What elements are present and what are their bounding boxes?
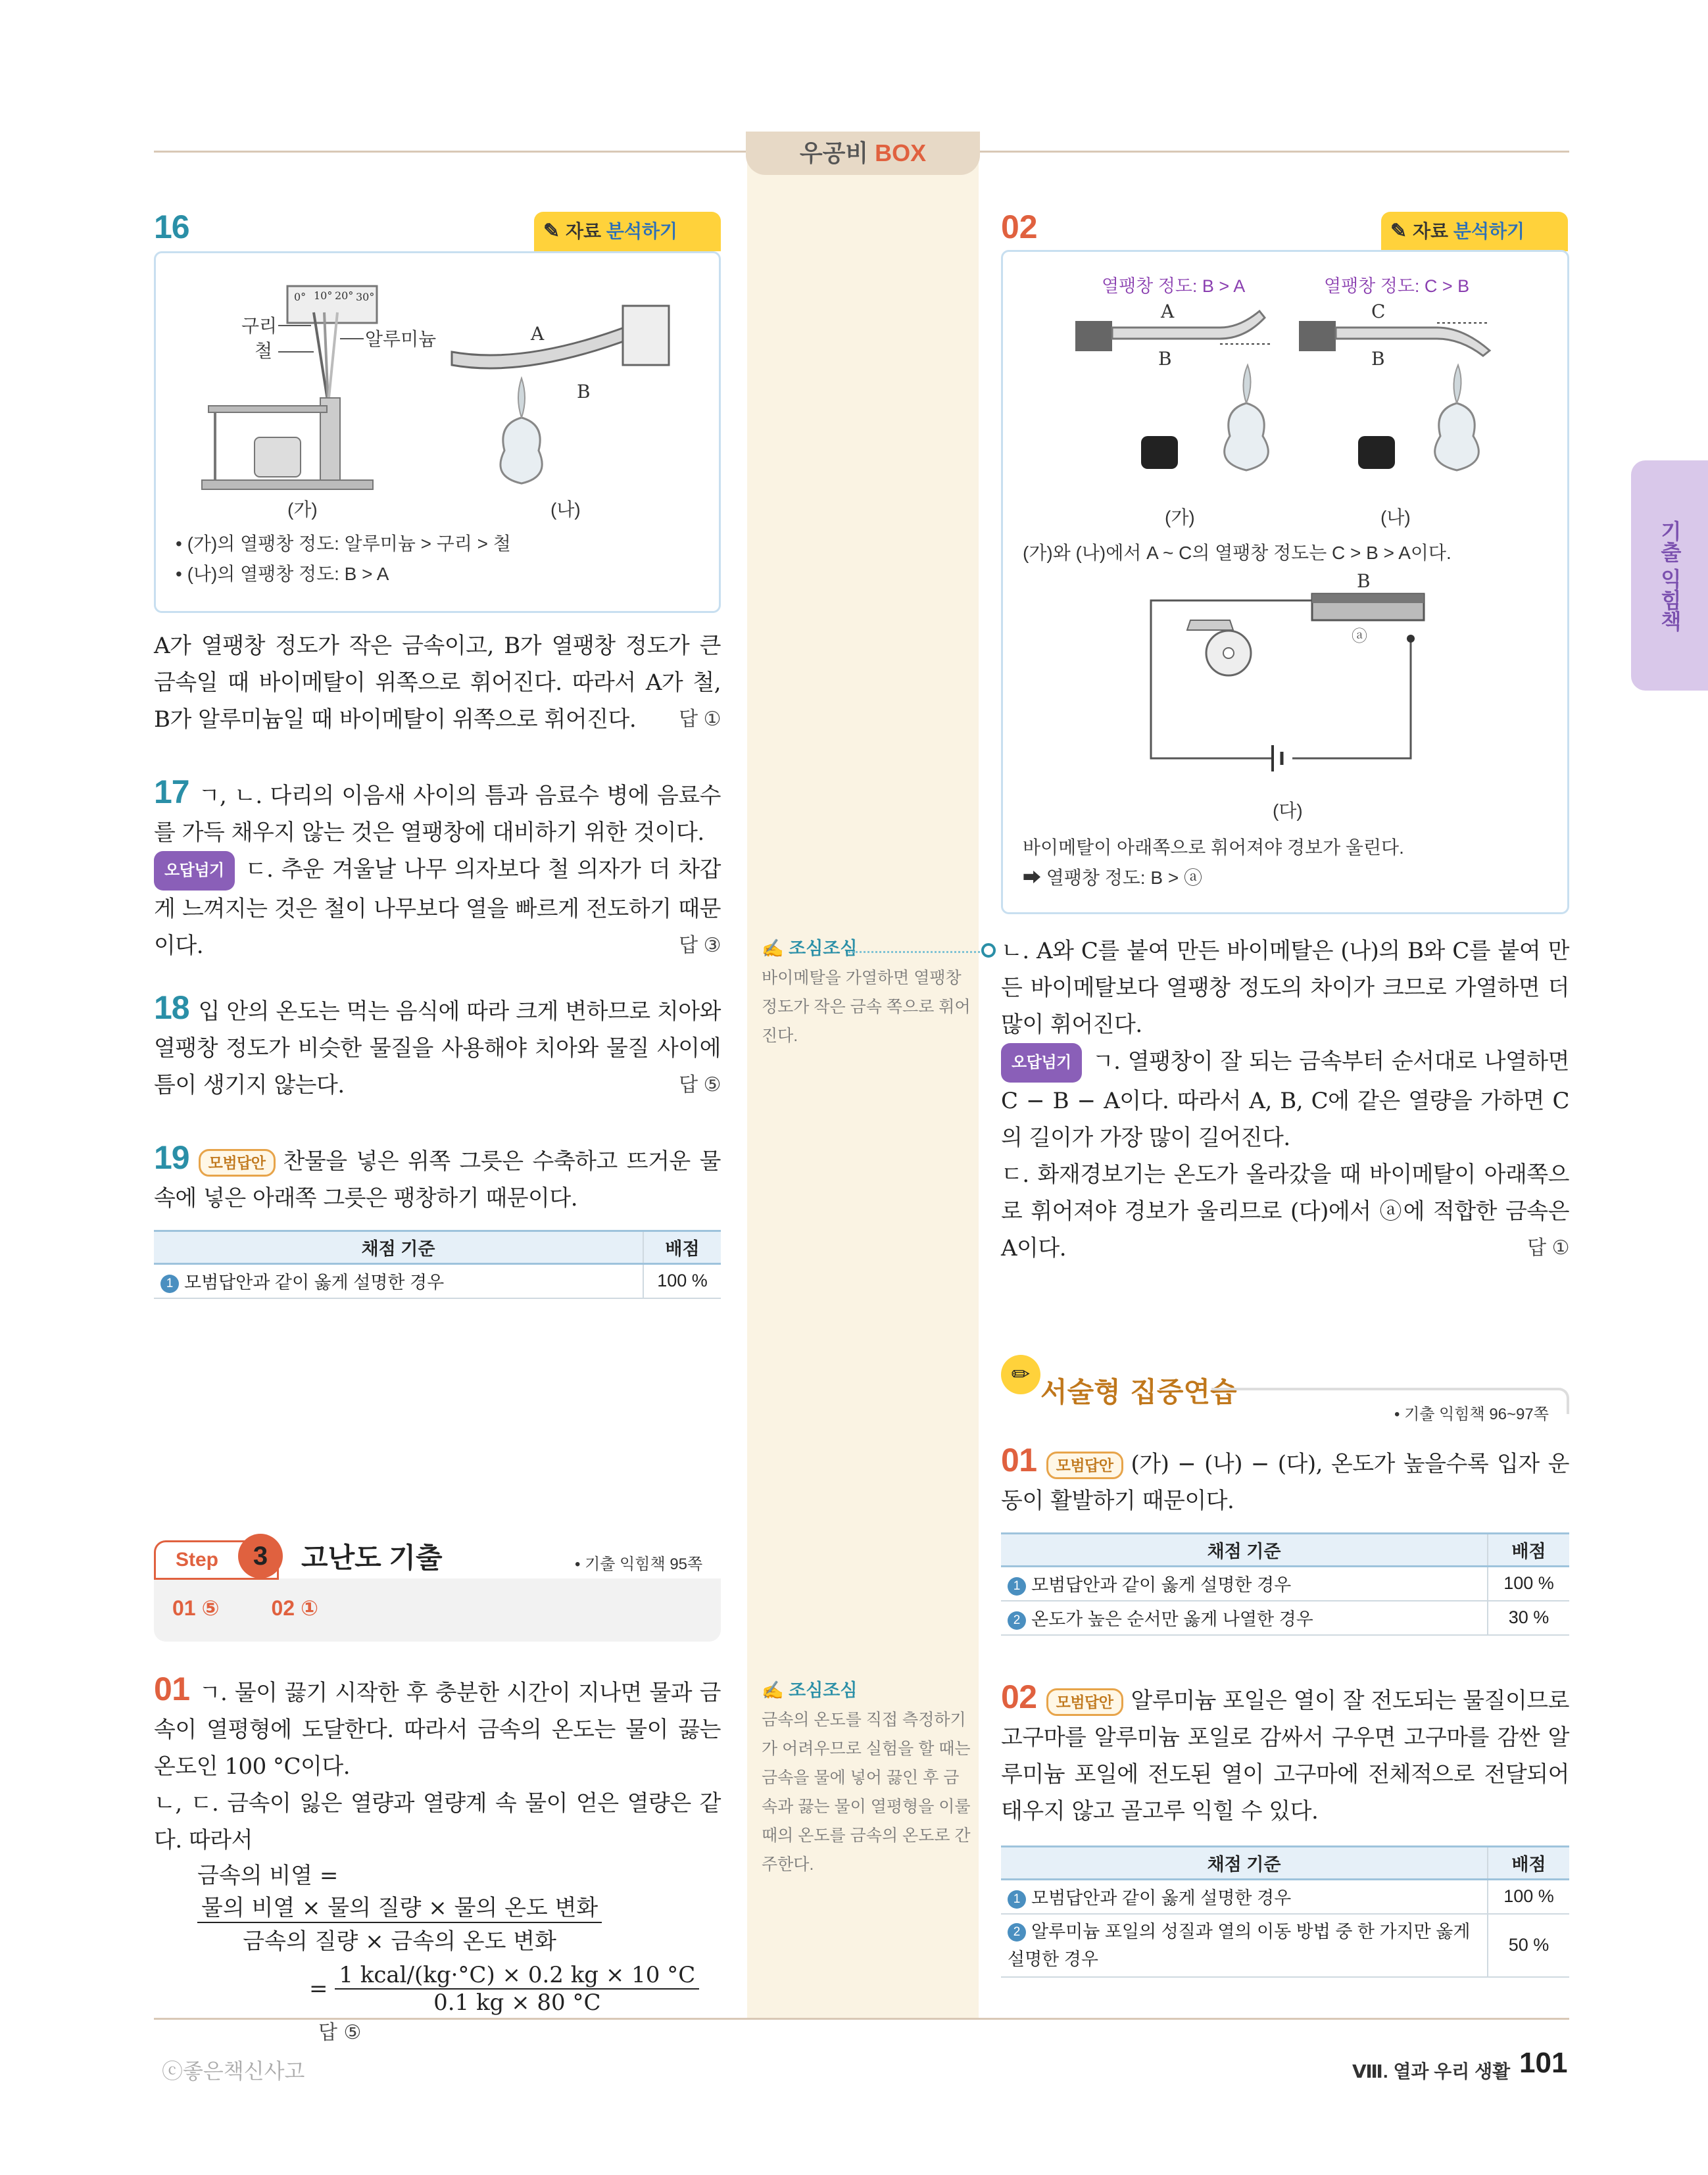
s01-l2: ㄴ, ㄷ. 금속이 잃은 열량과 열량계 속 물이 얻은 열량은 같다. 따라서 (154, 1790, 721, 1853)
label-B-02c: B (1357, 570, 1371, 592)
pin-icon: ✍ (762, 939, 789, 958)
side-tab[interactable] (1631, 460, 1708, 691)
q17-answer: 답 ③ (679, 934, 721, 957)
note-2 (762, 1676, 972, 1879)
e01-number: 01 (1001, 1442, 1037, 1479)
label-B-02b: B (1371, 348, 1385, 370)
q16-figure-box (154, 251, 721, 613)
e01-label: 모범답안 (1046, 1452, 1123, 1479)
q02-tag (1381, 212, 1568, 251)
e01 (1001, 1442, 1569, 1519)
q02-wrong: ㄱ. 열팽창이 잘 되는 금속부터 순서대로 나열하면 C − B − A이다. 따라서 A, B, C에 같은 열량을 가하면 C의 길이가 가장 많이 길어진다. (1001, 1048, 1569, 1151)
q16-text (154, 627, 721, 738)
e02-row-2-score: 50 % (1488, 1914, 1569, 1977)
note-1-body: 바이메탈을 가열하면 열팽창 정도가 작은 금속 쪽으로 휘어진다. (762, 969, 971, 1045)
e02-number: 02 (1001, 1678, 1037, 1715)
q02-answer: 답 ① (1527, 1236, 1569, 1259)
page-number: 101 (1519, 2047, 1568, 2079)
note-1-title: 조심조심 (789, 939, 858, 958)
note-2-head (762, 1676, 972, 1701)
e01-row-2-text: 온도가 높은 순서만 옳게 나열한 경우 (1031, 1609, 1313, 1629)
essay-title: 서술형 집중연습 (1040, 1376, 1237, 1408)
contact (1407, 635, 1415, 643)
q02-figure-box (1001, 250, 1569, 914)
q16-label-na: (나) (550, 499, 581, 520)
q17-number: 17 (154, 773, 189, 810)
e02-th-1: 채점 기준 (1001, 1847, 1488, 1880)
q02-caption-3: ➡ 열팽창 정도: B > ⓐ (1023, 868, 1202, 888)
needle-3 (328, 312, 337, 404)
clip-icon: ✎ (543, 220, 560, 242)
clamp (623, 306, 669, 365)
cap-1 (1141, 436, 1178, 469)
q16-number: 16 (154, 208, 189, 245)
tick-30: 30° (356, 291, 375, 303)
q02-wrong-label: 오답넘기 (1001, 1043, 1082, 1083)
eq-top: 물의 비열 × 물의 질량 × 물의 온도 변화 (197, 1890, 602, 1923)
e01-text: (가) − (나) − (다), 온도가 높을수록 입자 운동이 활발하기 때문이다. (1001, 1451, 1569, 1514)
q02-label-da: (다) (1273, 800, 1303, 821)
flame-2 (1243, 365, 1250, 403)
label-B-02a: B (1158, 348, 1172, 370)
lamp-2 (1225, 403, 1269, 470)
e02-label: 모범답안 (1046, 1688, 1123, 1716)
e02-row-2 (1001, 1914, 1488, 1977)
q19 (154, 1139, 721, 1217)
note-2-body: 금속의 온도를 직접 측정하기가 어려우므로 실험을 할 때는 금속을 물에 넣어 끓인 후 금속과 끓는 물이 열평형을 이룰 때의 온도를 금속의 온도로 간주한다. (762, 1711, 971, 1874)
q02-label-na: (나) (1380, 507, 1411, 527)
q19-text: 찬물을 넣은 위쪽 그릇은 수축하고 뜨거운 물 속에 넣은 아래쪽 그릇은 팽창하기 때문이다. (154, 1148, 721, 1211)
box-title-2: BOX (875, 139, 927, 166)
e01-row-1-text: 모범답안과 같이 옳게 설명한 경우 (1031, 1575, 1292, 1596)
q02-label-ga: (가) (1165, 507, 1195, 527)
q19-th-1: 채점 기준 (154, 1231, 643, 1264)
bimetal-alarm-top (1312, 594, 1424, 603)
clip-icon: ✎ (1390, 220, 1407, 242)
eq-eq: = (309, 1976, 328, 2002)
q02-title-2: 열팽창 정도: C > B (1324, 276, 1470, 296)
q19-row-1-text: 모범답안과 같이 옳게 설명한 경우 (184, 1273, 445, 1293)
q16-body: A가 열팽창 정도가 작은 금속이고, B가 열팽창 정도가 큰 금속일 때 바이메탈이 위쪽으로 휘어진다. 따라서 A가 철, B가 알루미늄일 때 바이메탈이 위쪽으로 휘어진다. (154, 633, 721, 733)
tick-10: 10° (314, 289, 333, 302)
q02-leader-dot (981, 943, 996, 958)
q19-table (154, 1230, 721, 1299)
q18-number: 18 (154, 989, 189, 1026)
q19-row-1 (154, 1264, 643, 1298)
e01-th-2: 배점 (1488, 1534, 1569, 1567)
q02-figure-top (1003, 291, 1569, 508)
q18-answer: 답 ⑤ (679, 1073, 721, 1096)
eq-line-1 (197, 1857, 723, 1955)
s01-number: 01 (154, 1671, 190, 1707)
e02-row-1-text: 모범답안과 같이 옳게 설명한 경우 (1031, 1888, 1292, 1909)
q02-l3: ㄷ. 화재경보기는 온도가 올라갔을 때 바이메탈이 아래쪽으로 휘어져야 경보가 울리므로 (다)에서 ⓐ에 적합한 금속은 A이다. (1001, 1161, 1569, 1261)
e02-table (1001, 1845, 1569, 1978)
lamp-1 (500, 418, 542, 483)
e01-row-1 (1001, 1567, 1488, 1601)
step3-answers (172, 1596, 318, 1621)
bimetal-CB (1336, 328, 1490, 356)
tick-0: 0° (294, 291, 306, 303)
q17-text: ㄱ, ㄴ. 다리의 이음새 사이의 틈과 음료수 병에 음료수를 가득 채우지 않는 것은 열팽창에 대비하기 위한 것이다. (154, 783, 721, 846)
label-iron: 철 (255, 340, 273, 362)
eq-lhs: 금속의 비열 = (197, 1863, 339, 1889)
burner-1 (255, 437, 301, 477)
q02-text (1001, 933, 1569, 1267)
q02-l1: ㄴ. A와 C를 붙여 만든 바이메탈은 (나)의 B와 C를 붙여 만든 바이메탈보다 열팽창 정도의 차이가 크므로 가열하면 더 많이 휘어진다. (1001, 938, 1569, 1038)
step-number: 3 (238, 1534, 283, 1578)
flame-3 (1453, 365, 1461, 403)
label-A-02: A (1161, 301, 1175, 322)
e01-table (1001, 1532, 1569, 1636)
row-number-icon: 1 (160, 1275, 179, 1293)
q16-note-2: • (나)의 열팽창 정도: B > A (176, 564, 389, 584)
eq-line-2 (309, 1962, 723, 2045)
q19-number: 19 (154, 1139, 189, 1176)
q17-wrong-label: 오답넘기 (154, 851, 235, 891)
q18 (154, 989, 721, 1104)
bell (1187, 620, 1233, 630)
q16-answer: 답 ① (679, 708, 721, 731)
e01-row-2-score: 30 % (1488, 1601, 1569, 1635)
box-title-1: 우공비 (799, 139, 875, 166)
row-number-icon: 2 (1008, 1611, 1026, 1630)
q17 (154, 773, 721, 964)
label-B-16: B (577, 381, 591, 403)
note-2-title: 조심조심 (789, 1680, 858, 1700)
clamp-1 (1075, 321, 1112, 351)
footer-chapter: Ⅷ. 열과 우리 생활 (1352, 2061, 1511, 2082)
s01 (154, 1671, 721, 1859)
footer-publisher: ⓒ좋은책신사고 (162, 2059, 305, 2083)
q02-number: 02 (1001, 208, 1038, 245)
lamp-3 (1435, 403, 1479, 470)
q02-tag-1: 자료 (1413, 221, 1453, 241)
label-aluminum: 알루미늄 (365, 328, 437, 350)
label-copper: 구리 (241, 315, 278, 337)
rods (208, 406, 327, 412)
step3-a2: 02 ① (271, 1596, 319, 1620)
label-C-02: C (1371, 301, 1386, 322)
step-title: 고난도 기출 (301, 1542, 443, 1573)
tick-20: 20° (335, 289, 354, 302)
pin-icon: ✍ (762, 1680, 789, 1700)
bottom-rule (154, 2018, 1569, 2020)
s01-equation (197, 1857, 723, 2045)
label-A-16: A (531, 323, 545, 345)
q19-row-1-score: 100 % (643, 1264, 721, 1298)
eq-bot: 금속의 질량 × 금속의 온도 변화 (243, 1928, 556, 1955)
essay-ref: • 기출 익힘책 96~97쪽 (1394, 1405, 1549, 1423)
q16-figure (156, 260, 719, 510)
base (202, 480, 373, 489)
s01-l1: ㄱ. 물이 끓기 시작한 후 충분한 시간이 지나면 물과 금속이 열평형에 도달한다. 따라서 금속의 온도는 물이 끓는 온도인 100 °C이다. (154, 1680, 721, 1780)
eq-top2: 1 kcal/(kg·°C) × 0.2 kg × 10 °C (335, 1962, 699, 1990)
e02 (1001, 1678, 1569, 1830)
e02-row-1-score: 100 % (1488, 1880, 1569, 1914)
eq-frac-1 (197, 1890, 602, 1955)
row-number-icon: 2 (1008, 1923, 1026, 1942)
box-header (746, 132, 980, 175)
step-ref: • 기출 익힘책 95쪽 (575, 1555, 703, 1573)
essay-header (1001, 1342, 1569, 1423)
step-label: Step (176, 1549, 219, 1571)
s01-answer: 답 ⑤ (318, 2021, 362, 2044)
q02-caption-2: 바이메탈이 아래쪽으로 휘어져야 경보가 울린다. (1023, 837, 1404, 858)
eq-frac-2 (335, 1962, 699, 2016)
e02-th-2: 배점 (1488, 1847, 1569, 1880)
label-a: ⓐ (1352, 627, 1367, 645)
note-1-head (762, 934, 972, 960)
q16-note-1: • (가)의 열팽창 정도: 알루미늄 > 구리 > 철 (176, 533, 511, 554)
cap-2 (1358, 436, 1395, 469)
e01-row-2 (1001, 1601, 1488, 1635)
step3-a1: 01 ⑤ (172, 1596, 220, 1620)
q02-tag-2: 분석하기 (1453, 221, 1525, 241)
e02-text: 알루미늄 포일은 열이 잘 전도되는 물질이므로 고구마를 알루미늄 포일로 감싸서 구우면 고구마를 감싼 알루미늄 포일에 전도된 열이 고구마에 전체적으로 전달되어 태우지 않고 골고루 익힐 수 있다. (1001, 1688, 1569, 1824)
bimetal-AB (1112, 311, 1265, 339)
e01-th-1: 채점 기준 (1001, 1534, 1488, 1567)
row-number-icon: 1 (1008, 1890, 1026, 1909)
e01-row-1-score: 100 % (1488, 1567, 1569, 1601)
step3-header (154, 1534, 721, 1580)
q19-label: 모범답안 (199, 1149, 276, 1177)
flame-1 (518, 378, 525, 418)
q02-title-1: 열팽창 정도: B > A (1102, 276, 1246, 296)
row-number-icon: 1 (1008, 1577, 1026, 1596)
essay-icon: ✏ (1001, 1355, 1040, 1394)
q16-label-ga: (가) (287, 499, 318, 520)
e02-row-1 (1001, 1880, 1488, 1914)
e02-row-2-text: 알루미늄 포일의 성질과 열의 이동 방법 중 한 가지만 옳게 설명한 경우 (1008, 1921, 1471, 1969)
bell-center (1223, 648, 1234, 658)
q16-tag (534, 212, 721, 251)
q02-figure-alarm (1003, 568, 1569, 791)
q16-tag-1: 자료 (566, 221, 606, 241)
q19-th-2: 배점 (643, 1231, 721, 1264)
note-1-leader (848, 951, 980, 953)
eq-bot2: 0.1 kg × 80 °C (433, 1990, 601, 2016)
q02-caption-1: (가)와 (나)에서 A ~ C의 열팽창 정도는 C > B > A이다. (1023, 543, 1452, 563)
clamp-2 (1299, 321, 1336, 351)
side-tab-label: 기출 익힘책 (1658, 520, 1682, 631)
q17-wrong: ㄷ. 추운 겨울날 나무 의자보다 철 의자가 더 차갑게 느껴지는 것은 철이 나무보다 열을 빠르게 전도하기 때문이다. (154, 856, 721, 959)
q18-text: 입 안의 온도는 먹는 음식에 따라 크게 변하므로 치아와 열팽창 정도가 비슷한 물질을 사용해야 치아와 물질 사이에 틈이 생기지 않는다. (154, 998, 721, 1098)
q16-tag-2: 분석하기 (606, 221, 678, 241)
